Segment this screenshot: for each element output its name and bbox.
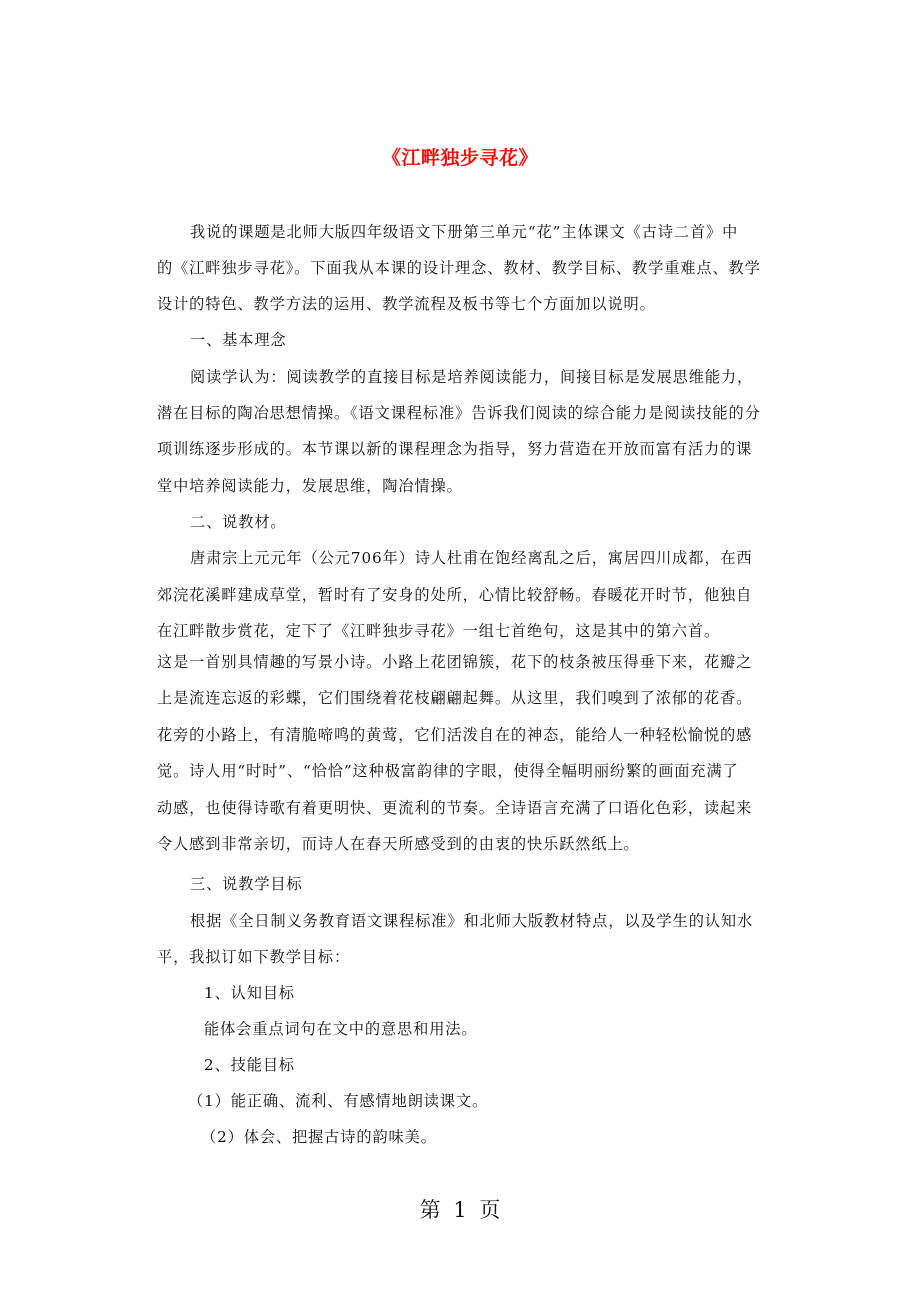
body-line: 能体会重点词句在文中的意思和用法。	[204, 1020, 478, 1038]
list-item: （2）体会、把握古诗的韵味美。	[201, 1128, 437, 1146]
body-line: 在江畔散步赏花，定下了《江畔独步寻花》一组七首绝句，这是其中的第六首。	[157, 622, 721, 640]
body-line: 郊浣花溪畔建成草堂，暂时有了安身的处所，心情比较舒畅。春暖花开时节，他独自	[157, 586, 753, 604]
body-line: 花旁的小路上，有清脆啼鸣的黄莺，它们活泼自在的神态，能给人一种轻松愉悦的感	[157, 726, 753, 744]
body-line: 平，我拟订如下教学目标：	[157, 948, 351, 966]
body-line: 根据《全日制义务教育语文课程标准》和北师大版教材特点，以及学生的认知水	[190, 912, 754, 930]
section-heading-teaching-goals: 三、说教学目标	[190, 875, 303, 893]
body-line: 上是流连忘返的彩蝶，它们围绕着花枝翩翩起舞。从这里，我们嗅到了浓郁的花香。	[157, 689, 753, 707]
body-line: 觉。诗人用“时时”、“恰恰”这种极富韵律的字眼，使得全幅明丽纷繁的画面充满了	[157, 762, 739, 780]
body-line: 项训练逐步形成的。本节课以新的课程理念为指导，努力营造在开放而富有活力的课	[157, 440, 753, 458]
subheading-cognitive-goal: 1、认知目标	[204, 984, 296, 1002]
body-line: 唐肃宗上元元年（公元706年）诗人杜甫在饱经离乱之后，寓居四川成都，在西	[190, 549, 753, 567]
section-heading-textbook: 二、说教材。	[190, 513, 287, 531]
body-line: 的《江畔独步寻花》。下面我从本课的设计理念、教材、教学目标、教学重难点、教学	[157, 259, 761, 277]
list-item: （1）能正确、流利、有感情地朗读课文。	[188, 1092, 489, 1110]
body-line: 我说的课题是北师大版四年级语文下册第三单元“花”主体课文《古诗二首》中	[190, 223, 739, 241]
body-line: 阅读学认为：阅读教学的直接目标是培养阅读能力，间接目标是发展思维能力，	[190, 368, 754, 386]
document-title: 《江畔独步寻花》	[381, 147, 538, 169]
body-line: 潜在目标的陶冶思想情操。《语文课程标准》告诉我们阅读的综合能力是阅读技能的分	[157, 404, 761, 422]
page-number: 第 1 页	[419, 1198, 501, 1222]
subheading-skill-goal: 2、技能目标	[204, 1056, 296, 1074]
body-line: 令人感到非常亲切，而诗人在春天所感受到的由衷的快乐跃然纸上。	[157, 835, 640, 853]
body-line: 设计的特色、教学方法的运用、教学流程及板书等七个方面加以说明。	[157, 295, 656, 313]
body-line: 动感，也使得诗歌有着更明快、更流利的节奏。全诗语言充满了口语化色彩，读起来	[157, 799, 753, 817]
body-line: 这是一首别具情趣的写景小诗。小路上花团锦簇，花下的枝条被压得垂下来，花瓣之	[157, 653, 753, 671]
body-line: 堂中培养阅读能力，发展思维，陶冶情操。	[157, 477, 463, 495]
section-heading-basic-concept: 一、基本理念	[190, 331, 287, 349]
